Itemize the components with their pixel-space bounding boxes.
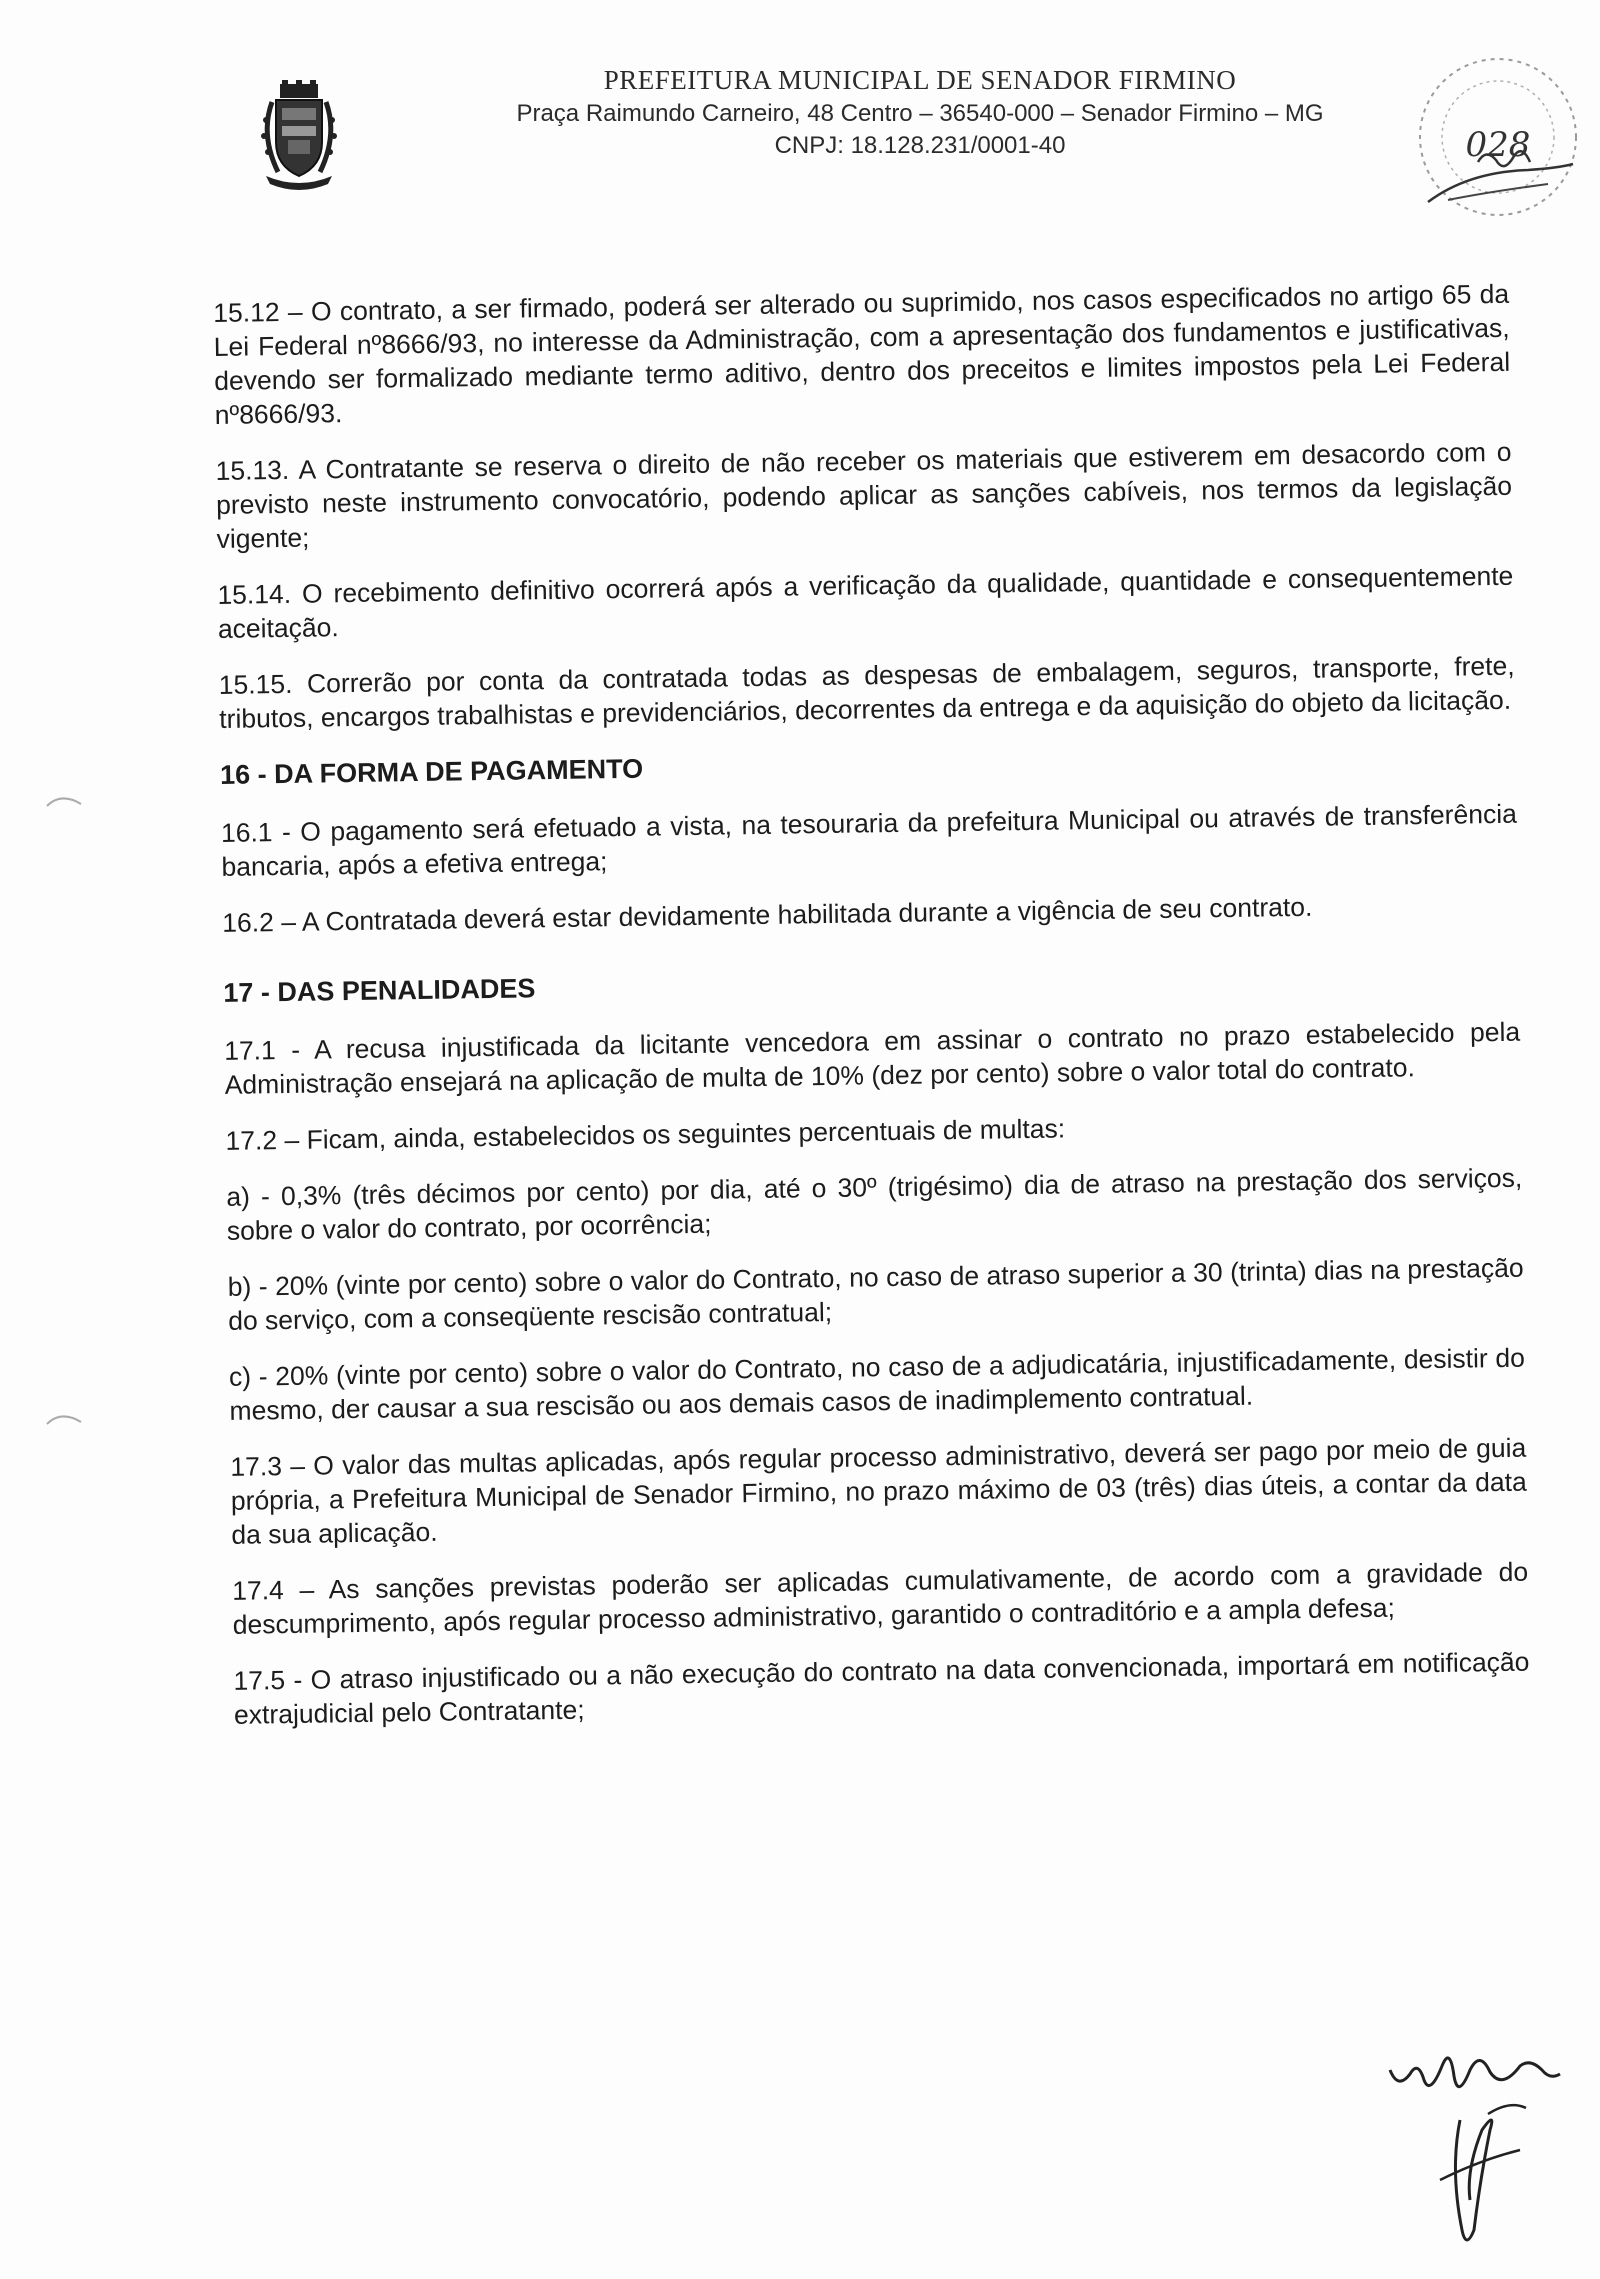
clause-17-2-b: b) - 20% (vinte por cento) sobre o valor do Contrato, no caso de atraso superior a 30 (trinta) dias na prestação do serviço, com a conseqüente rescisão contratual;: [227, 1252, 1524, 1336]
commission-stamp: [1408, 52, 1588, 222]
organization-cnpj: CNPJ: 18.128.231/0001-40: [774, 132, 1066, 159]
clause-16-2: 16.2 – A Contratada deverá estar devidamente habilitada durante a vigência de seu contrato.: [222, 891, 1313, 938]
clause-15-15: 15.15. Correrão por conta da contratada todas as despesas de embalagem, seguros, transporte, frete, tributos, encargos trabalhistas e previdenciários, decorrentes da entrega e da aquisição do objeto da licitação.: [218, 650, 1515, 734]
margin-mark: [45, 1408, 85, 1428]
clause-17-4: 17.4 – As sanções previstas poderão ser aplicadas cumulativamente, de acordo com a gravidade do descumprimento, após regular processo administrativo, garantido o contraditório e a ampla defesa;: [231, 1556, 1529, 1640]
letterhead: [440, 62, 1400, 162]
clause-16-1: 16.1 - O pagamento será efetuado a vista, na tesouraria da prefeitura Municipal ou através de transferência bancaria, após a efetiva entrega;: [220, 798, 1518, 882]
document-body: [213, 277, 1530, 1754]
section-16-title: 16 - DA FORMA DE PAGAMENTO: [219, 753, 644, 790]
margin-mark: [45, 790, 85, 810]
clause-15-12: 15.12 – O contrato, a ser firmado, poderá ser alterado ou suprimido, nos casos especificados no artigo 65 da Lei Federal nº8666/93, no interesse da Administração, com a apresentação dos fundamentos e justificativas, devendo ser formalizado mediante termo aditivo, dentro dos preceitos e limites impostos pela Lei Federal nº8666/93.: [213, 278, 1511, 430]
clause-15-14: 15.14. O recebimento definitivo ocorrerá após a verificação da qualidade, quantidade e consequentemente aceitação.: [217, 560, 1514, 644]
clause-17-2-c: c) - 20% (vinte por cento) sobre o valor do Contrato, no caso de a adjudicatária, injustificadamente, desistir do mesmo, der causar a sua rescisão ou aos demais casos de inadimplemento contratual.: [228, 1342, 1526, 1426]
clause-17-1: 17.1 - A recusa injustificada da licitante vencedora em assinar o contrato no prazo estabelecido pela Administração ensejará na aplicação de multa de 10% (dez por cento) sobre o valor total do contrato.: [223, 1016, 1521, 1100]
municipal-crest-logo: [258, 80, 340, 190]
stamp-page-number: 028: [1465, 125, 1531, 165]
clause-17-2: 17.2 – Ficam, ainda, estabelecidos os seguintes percentuais de multas:: [225, 1113, 1066, 1156]
clause-17-2-a: a) - 0,3% (três décimos por cento) por dia, até o 30º (trigésimo) dia de atraso na prestação dos serviços, sobre o valor do contrato, por ocorrência;: [226, 1162, 1523, 1246]
clause-17-5: 17.5 - O atraso injustificado ou a não execução do contrato na data convencionada, importará em notificação extrajudicial pelo Contratante;: [233, 1646, 1530, 1730]
organization-name: PREFEITURA MUNICIPAL DE SENADOR FIRMINO: [603, 65, 1237, 95]
organization-address: Praça Raimundo Carneiro, 48 Centro – 36540-000 – Senador Firmino – MG: [516, 100, 1324, 127]
section-17-title: 17 - DAS PENALIDADES: [223, 973, 536, 1008]
clause-15-13: 15.13. A Contratante se reserva o direito de não receber os materiais que estiverem em desacordo com o previsto neste instrumento convocatório, podendo aplicar as sanções cabíveis, nos termos da legislação vigente;: [215, 436, 1513, 554]
handwritten-signature: [1370, 2030, 1570, 2260]
clause-17-3: 17.3 – O valor das multas aplicadas, após regular processo administrativo, deverá ser pago por meio de guia própria, a Prefeitura Municipal de Senador Firmino, no prazo máximo de 03 (três) dias úteis, a contar da data da sua aplicação.: [230, 1432, 1527, 1550]
